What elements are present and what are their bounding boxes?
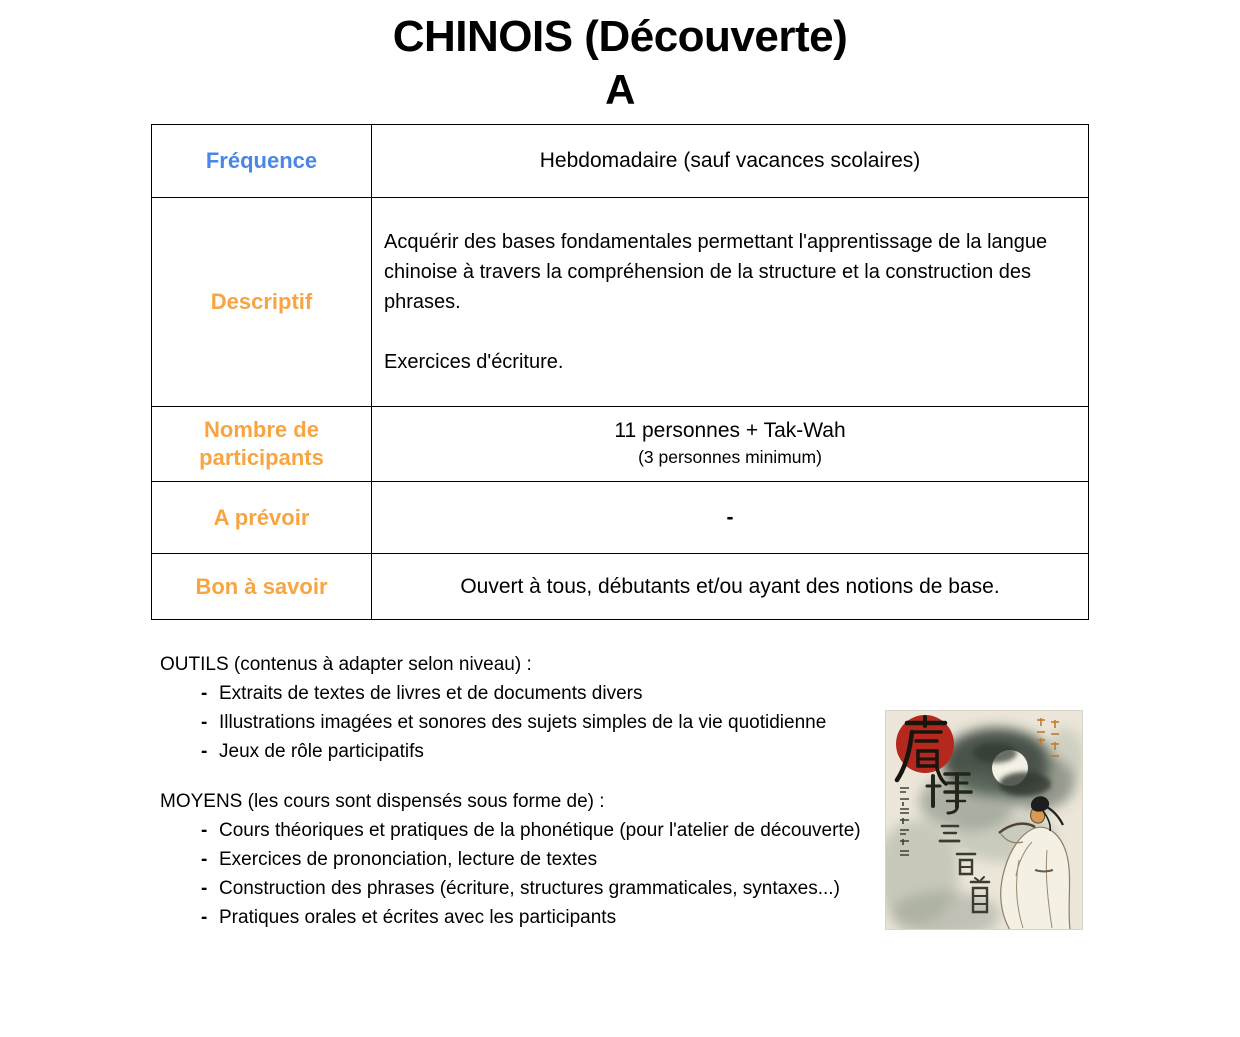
- row-label-descriptif: Descriptif: [152, 197, 372, 406]
- row-label-bon-a-savoir: Bon à savoir: [152, 553, 372, 619]
- course-title: CHINOIS (Découverte): [392, 12, 848, 61]
- dash-marker: -: [201, 907, 208, 928]
- row-label-a-prevoir: A prévoir: [152, 481, 372, 553]
- list-item-text: Jeux de rôle participatifs: [219, 741, 424, 762]
- list-item-text: Extraits de textes de livres et de documents divers: [219, 683, 643, 704]
- participants-minimum: (3 personnes minimum): [638, 447, 822, 467]
- course-info-table: [151, 124, 1089, 620]
- list-item: [160, 679, 882, 708]
- descriptif-paragraph-2: Exercices d'écriture.: [384, 351, 564, 373]
- moyens-section: [160, 787, 882, 932]
- descriptif-paragraph-1: Acquérir des bases fondamentales permettant l'apprentissage de la langue chinoise à travers la compréhension de la structure et la construction des phrases.: [384, 231, 1048, 313]
- moyens-heading: MOYENS (les cours sont dispensés sous forme de) :: [160, 791, 605, 812]
- dash-marker: -: [201, 820, 208, 841]
- list-item: [160, 845, 882, 874]
- list-item-text: Pratiques orales et écrites avec les participants: [219, 907, 617, 928]
- book-cover-illustration: [885, 710, 1083, 930]
- list-item: [160, 874, 882, 903]
- moyens-list: [160, 816, 882, 932]
- dash-marker: -: [201, 878, 208, 899]
- row-value-a-prevoir: -: [372, 481, 1088, 553]
- page-title: [0, 10, 1240, 116]
- notes-section: [160, 650, 882, 932]
- row-value-descriptif: [372, 197, 1088, 406]
- list-item-text: Construction des phrases (écriture, structures grammaticales, syntaxes...): [219, 878, 840, 899]
- row-label-frequence: Fréquence: [152, 125, 372, 197]
- course-group-letter: A: [605, 66, 635, 113]
- participants-count: 11 personnes + Tak-Wah: [614, 419, 846, 442]
- outils-heading: OUTILS (contenus à adapter selon niveau) :: [160, 654, 532, 675]
- list-item-text: Exercices de prononciation, lecture de textes: [219, 849, 598, 870]
- list-item: [160, 903, 882, 932]
- list-item-text: Cours théoriques et pratiques de la phonétique (pour l'atelier de découverte): [219, 820, 861, 841]
- list-item: [160, 708, 882, 737]
- book-cover: [885, 710, 1083, 930]
- dash-marker: -: [201, 683, 208, 704]
- row-value-frequence: Hebdomadaire (sauf vacances scolaires): [539, 149, 921, 172]
- outils-list: [160, 679, 882, 766]
- outils-section: [160, 650, 882, 766]
- row-value-participants: [372, 406, 1088, 481]
- dash-marker: -: [201, 849, 208, 870]
- list-item: [160, 816, 882, 845]
- dash-marker: -: [201, 741, 208, 762]
- row-value-bon-a-savoir: Ouvert à tous, débutants et/ou ayant des notions de base.: [372, 553, 1088, 619]
- dash-marker: -: [201, 712, 208, 733]
- list-item-text: Illustrations imagées et sonores des sujets simples de la vie quotidienne: [219, 712, 827, 733]
- row-label-participants: Nombre de participants: [152, 406, 372, 481]
- list-item: [160, 737, 882, 766]
